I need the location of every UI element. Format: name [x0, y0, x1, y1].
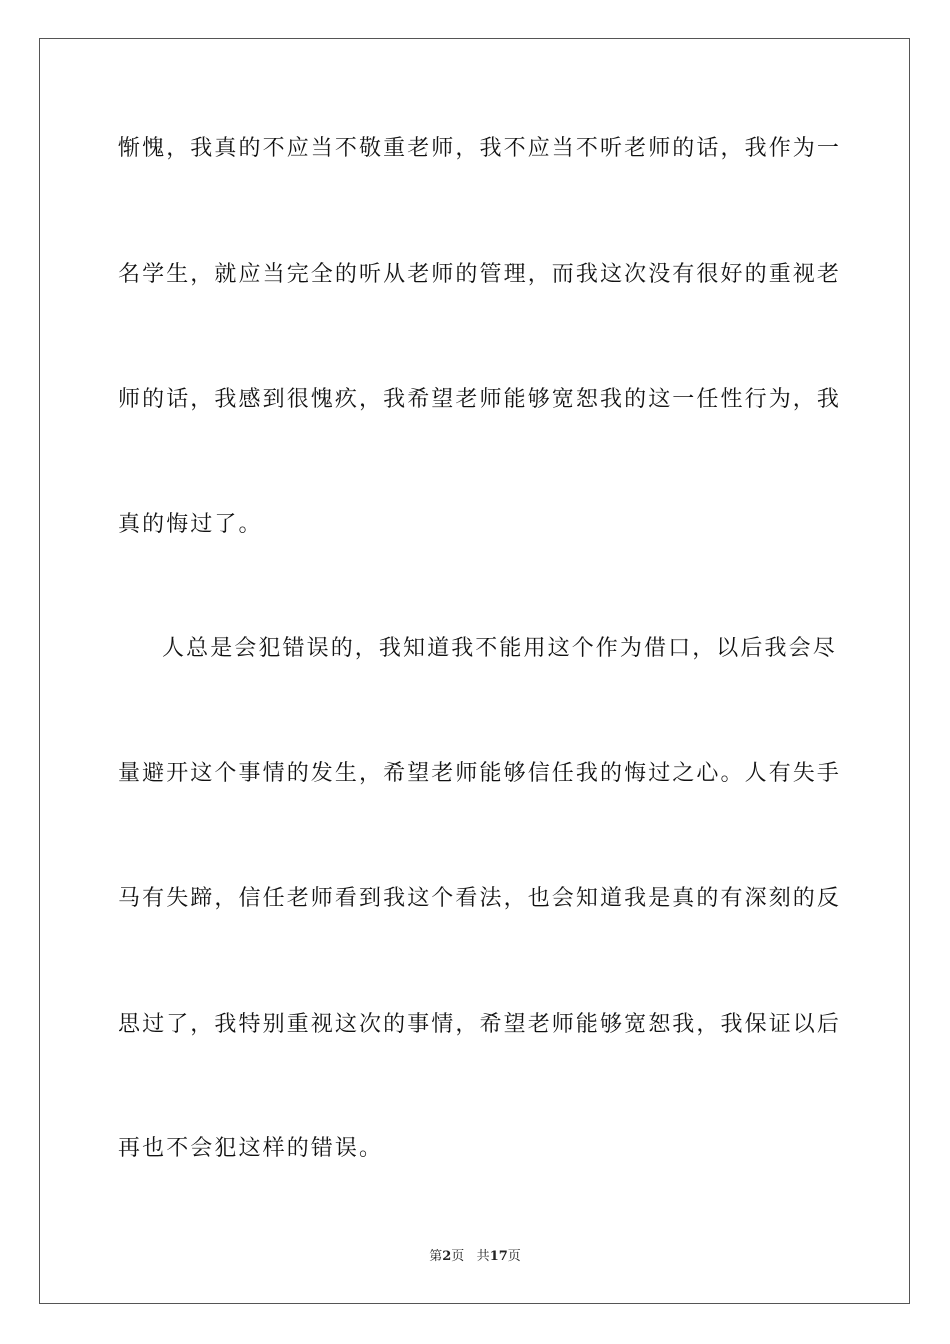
- footer-page-number: 2: [442, 1249, 452, 1264]
- footer-page-suffix: 页: [451, 1249, 465, 1264]
- page-footer: [0, 1248, 950, 1266]
- footer-total-prefix: 共: [476, 1249, 490, 1264]
- footer-total-pages: 17: [489, 1249, 508, 1264]
- body-line-3: 师的话，我感到很愧疚，我希望老师能够宽恕我的这一任性行为，我: [118, 387, 842, 412]
- footer-total-suffix: 页: [507, 1249, 521, 1264]
- body-line-5: 人总是会犯错误的，我知道我不能用这个作为借口，以后我会尽: [162, 636, 837, 661]
- body-line-9: 再也不会犯这样的错误。: [118, 1136, 384, 1161]
- page-border: [39, 38, 910, 1304]
- body-line-6: 量避开这个事情的发生，希望老师能够信任我的悔过之心。人有失手: [118, 761, 842, 786]
- body-line-8: 思过了，我特别重视这次的事情，希望老师能够宽恕我，我保证以后: [118, 1012, 842, 1037]
- body-line-7: 马有失蹄，信任老师看到我这个看法，也会知道我是真的有深刻的反: [118, 886, 842, 911]
- body-line-1: 惭愧，我真的不应当不敬重老师，我不应当不听老师的话，我作为一: [118, 136, 842, 161]
- body-line-4: 真的悔过了。: [118, 512, 263, 537]
- footer-page-prefix: 第: [429, 1249, 443, 1264]
- body-line-2: 名学生，就应当完全的听从老师的管理，而我这次没有很好的重视老: [118, 262, 842, 287]
